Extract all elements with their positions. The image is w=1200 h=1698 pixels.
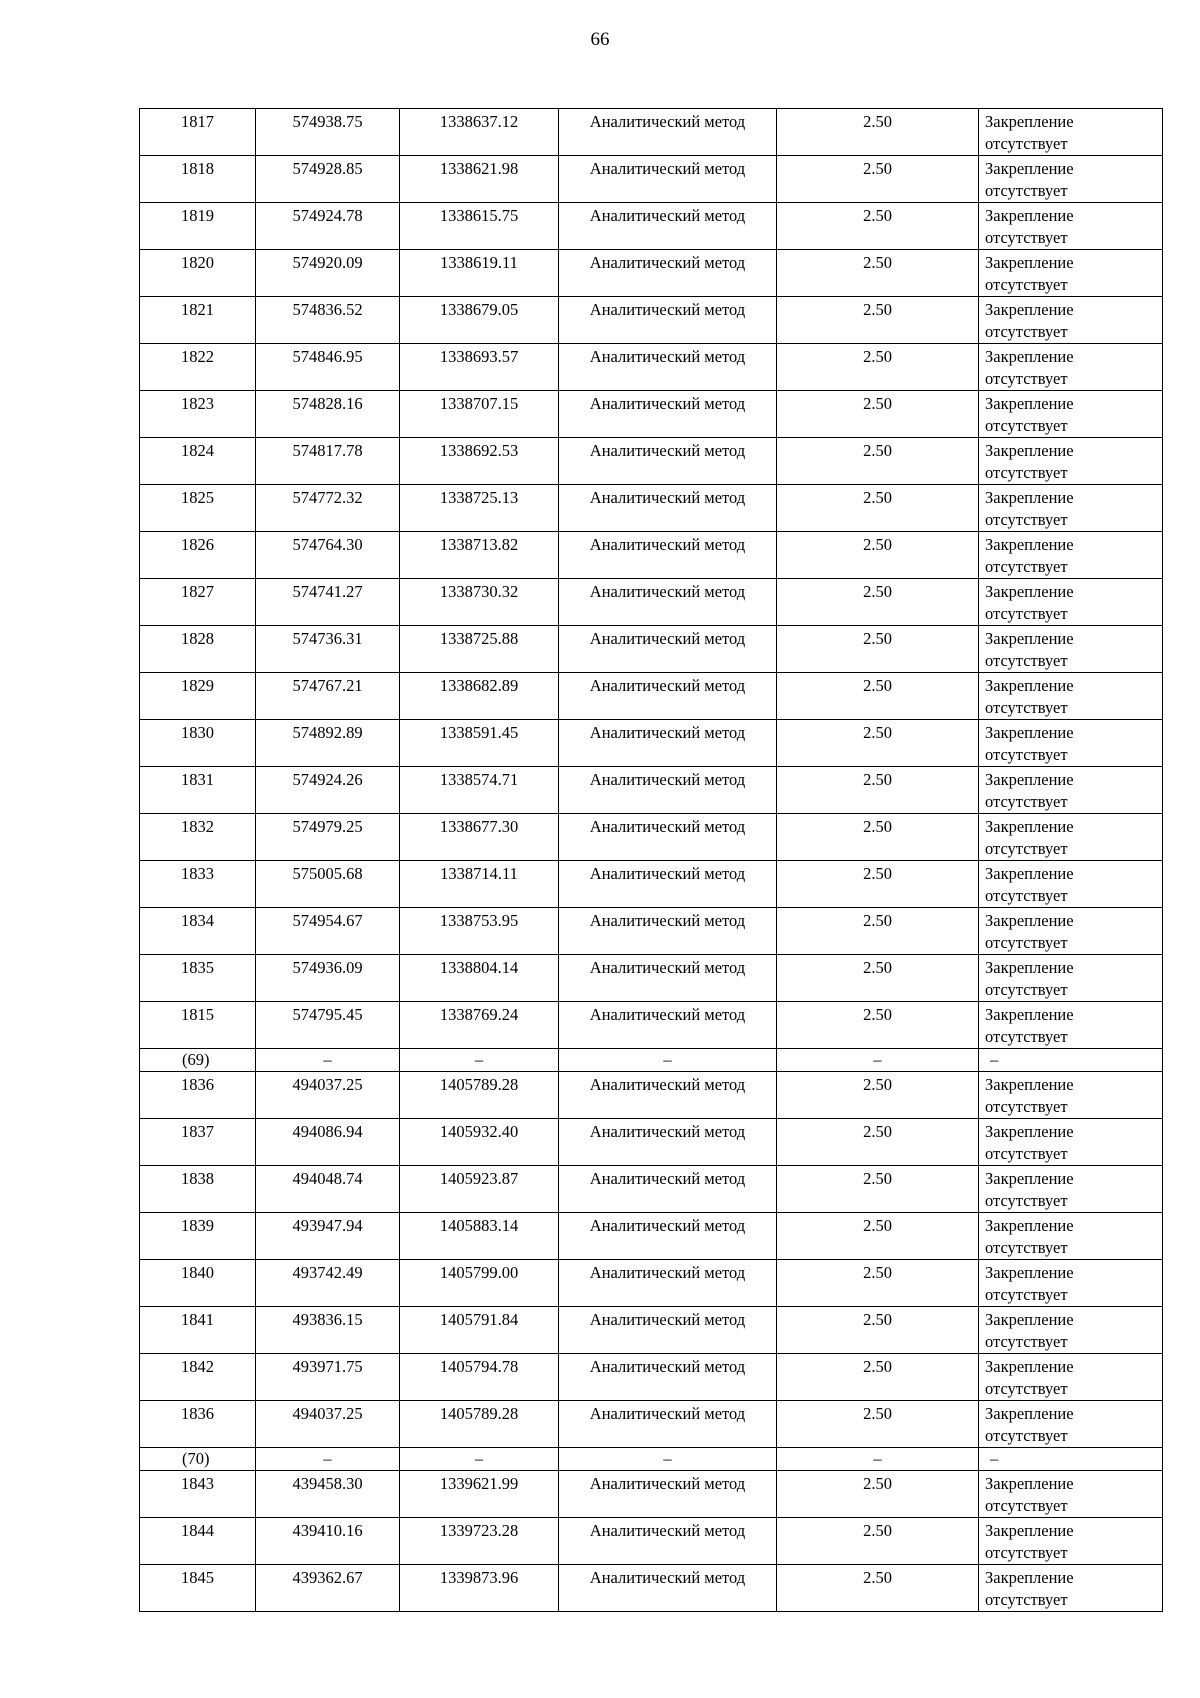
table-row [140, 203, 1163, 250]
accuracy-cell: 2.50 [777, 908, 979, 955]
y-coordinate-cell: 1338753.95 [400, 908, 559, 955]
y-coordinate-cell: 1338677.30 [400, 814, 559, 861]
table-group-row [140, 1448, 1163, 1471]
y-coordinate-cell: 1338637.12 [400, 109, 559, 156]
table-group-row [140, 1049, 1163, 1072]
x-coordinate-cell: 574846.95 [256, 344, 400, 391]
fixation-cell: Закрепление отсутствует [979, 1072, 1163, 1119]
table-row [140, 1166, 1163, 1213]
accuracy-cell: 2.50 [777, 861, 979, 908]
y-coordinate-cell: 1405789.28 [400, 1401, 559, 1448]
x-coordinate-cell: 574795.45 [256, 1002, 400, 1049]
point-number-cell: 1831 [140, 767, 256, 814]
table-row [140, 1119, 1163, 1166]
method-cell: Аналитический метод [559, 297, 777, 344]
fixation-cell: Закрепление отсутствует [979, 391, 1163, 438]
table-row [140, 1260, 1163, 1307]
y-coordinate-cell: 1338707.15 [400, 391, 559, 438]
method-cell: Аналитический метод [559, 908, 777, 955]
point-number-cell: 1841 [140, 1307, 256, 1354]
method-cell: Аналитический метод [559, 1213, 777, 1260]
method-cell: Аналитический метод [559, 250, 777, 297]
point-number-cell: 1818 [140, 156, 256, 203]
point-number-cell: 1838 [140, 1166, 256, 1213]
method-cell: Аналитический метод [559, 1354, 777, 1401]
method-cell: Аналитический метод [559, 1307, 777, 1354]
x-coordinate-cell: 439362.67 [256, 1565, 400, 1612]
fixation-cell: Закрепление отсутствует [979, 1119, 1163, 1166]
y-coordinate-cell: 1338621.98 [400, 156, 559, 203]
method-cell: Аналитический метод [559, 955, 777, 1002]
point-number-cell: 1829 [140, 673, 256, 720]
table-row [140, 1518, 1163, 1565]
fixation-cell: Закрепление отсутствует [979, 485, 1163, 532]
fixation-cell: Закрепление отсутствует [979, 1002, 1163, 1049]
point-number-cell: 1828 [140, 626, 256, 673]
point-number-cell: (70) [140, 1448, 256, 1471]
method-cell: Аналитический метод [559, 109, 777, 156]
accuracy-cell: 2.50 [777, 1471, 979, 1518]
x-coordinate-cell: 574954.67 [256, 908, 400, 955]
method-cell: Аналитический метод [559, 1072, 777, 1119]
table-row [140, 1565, 1163, 1612]
fixation-cell: Закрепление отсутствует [979, 908, 1163, 955]
table-row [140, 767, 1163, 814]
method-cell: Аналитический метод [559, 532, 777, 579]
table-row [140, 1072, 1163, 1119]
accuracy-cell: 2.50 [777, 156, 979, 203]
point-number-cell: 1822 [140, 344, 256, 391]
y-coordinate-cell: 1405883.14 [400, 1213, 559, 1260]
table-row [140, 1002, 1163, 1049]
fixation-cell: Закрепление отсутствует [979, 720, 1163, 767]
point-number-cell: 1832 [140, 814, 256, 861]
table-row [140, 908, 1163, 955]
method-cell: Аналитический метод [559, 767, 777, 814]
y-coordinate-cell: – [400, 1448, 559, 1471]
point-number-cell: 1844 [140, 1518, 256, 1565]
point-number-cell: 1821 [140, 297, 256, 344]
accuracy-cell: 2.50 [777, 109, 979, 156]
point-number-cell: 1834 [140, 908, 256, 955]
accuracy-cell: 2.50 [777, 1002, 979, 1049]
point-number-cell: 1819 [140, 203, 256, 250]
accuracy-cell: 2.50 [777, 1260, 979, 1307]
x-coordinate-cell: 493836.15 [256, 1307, 400, 1354]
y-coordinate-cell: 1338769.24 [400, 1002, 559, 1049]
accuracy-cell: 2.50 [777, 1166, 979, 1213]
method-cell: Аналитический метод [559, 438, 777, 485]
fixation-cell: Закрепление отсутствует [979, 250, 1163, 297]
fixation-cell: Закрепление отсутствует [979, 532, 1163, 579]
x-coordinate-cell: 574920.09 [256, 250, 400, 297]
method-cell: Аналитический метод [559, 626, 777, 673]
x-coordinate-cell: 574817.78 [256, 438, 400, 485]
table-row [140, 814, 1163, 861]
table-row [140, 861, 1163, 908]
point-number-cell: 1839 [140, 1213, 256, 1260]
point-number-cell: 1815 [140, 1002, 256, 1049]
x-coordinate-cell: 574736.31 [256, 626, 400, 673]
y-coordinate-cell: 1338725.88 [400, 626, 559, 673]
method-cell: – [559, 1448, 777, 1471]
fixation-cell: Закрепление отсутствует [979, 767, 1163, 814]
y-coordinate-cell: 1405789.28 [400, 1072, 559, 1119]
method-cell: Аналитический метод [559, 579, 777, 626]
accuracy-cell: 2.50 [777, 673, 979, 720]
point-number-cell: 1830 [140, 720, 256, 767]
point-number-cell: 1845 [140, 1565, 256, 1612]
x-coordinate-cell: 439458.30 [256, 1471, 400, 1518]
fixation-cell: Закрепление отсутствует [979, 673, 1163, 720]
x-coordinate-cell: 494037.25 [256, 1401, 400, 1448]
fixation-cell: Закрепление отсутствует [979, 861, 1163, 908]
accuracy-cell: 2.50 [777, 1119, 979, 1166]
x-coordinate-cell: 494048.74 [256, 1166, 400, 1213]
method-cell: – [559, 1049, 777, 1072]
accuracy-cell: 2.50 [777, 1401, 979, 1448]
method-cell: Аналитический метод [559, 673, 777, 720]
y-coordinate-cell: 1405791.84 [400, 1307, 559, 1354]
method-cell: Аналитический метод [559, 861, 777, 908]
x-coordinate-cell: 574936.09 [256, 955, 400, 1002]
fixation-cell: Закрепление отсутствует [979, 1354, 1163, 1401]
accuracy-cell: 2.50 [777, 767, 979, 814]
accuracy-cell: 2.50 [777, 485, 979, 532]
fixation-cell: Закрепление отсутствует [979, 438, 1163, 485]
point-number-cell: 1836 [140, 1401, 256, 1448]
fixation-cell: Закрепление отсутствует [979, 344, 1163, 391]
table-row [140, 1307, 1163, 1354]
point-number-cell: 1823 [140, 391, 256, 438]
fixation-cell: Закрепление отсутствует [979, 626, 1163, 673]
accuracy-cell: 2.50 [777, 1213, 979, 1260]
y-coordinate-cell: 1338725.13 [400, 485, 559, 532]
point-number-cell: 1843 [140, 1471, 256, 1518]
fixation-cell: Закрепление отсутствует [979, 814, 1163, 861]
table-row [140, 485, 1163, 532]
table-row [140, 391, 1163, 438]
x-coordinate-cell: 575005.68 [256, 861, 400, 908]
y-coordinate-cell: 1338574.71 [400, 767, 559, 814]
fixation-cell: Закрепление отсутствует [979, 1565, 1163, 1612]
accuracy-cell: 2.50 [777, 814, 979, 861]
point-number-cell: 1837 [140, 1119, 256, 1166]
fixation-cell: Закрепление отсутствует [979, 1260, 1163, 1307]
table-row [140, 344, 1163, 391]
point-number-cell: 1835 [140, 955, 256, 1002]
accuracy-cell: 2.50 [777, 955, 979, 1002]
method-cell: Аналитический метод [559, 1518, 777, 1565]
fixation-cell: Закрепление отсутствует [979, 156, 1163, 203]
x-coordinate-cell: 494037.25 [256, 1072, 400, 1119]
y-coordinate-cell: 1405923.87 [400, 1166, 559, 1213]
y-coordinate-cell: 1338692.53 [400, 438, 559, 485]
table-body [140, 109, 1163, 1612]
table-row [140, 720, 1163, 767]
fixation-cell: Закрепление отсутствует [979, 1166, 1163, 1213]
accuracy-cell: 2.50 [777, 1072, 979, 1119]
point-number-cell: 1827 [140, 579, 256, 626]
point-number-cell: 1817 [140, 109, 256, 156]
x-coordinate-cell: 574924.78 [256, 203, 400, 250]
accuracy-cell: – [777, 1049, 979, 1072]
method-cell: Аналитический метод [559, 391, 777, 438]
table-row [140, 156, 1163, 203]
y-coordinate-cell: 1405799.00 [400, 1260, 559, 1307]
fixation-cell: Закрепление отсутствует [979, 1307, 1163, 1354]
table-row [140, 673, 1163, 720]
accuracy-cell: 2.50 [777, 579, 979, 626]
x-coordinate-cell: 493742.49 [256, 1260, 400, 1307]
y-coordinate-cell: 1338730.32 [400, 579, 559, 626]
table-row [140, 297, 1163, 344]
table-row [140, 1401, 1163, 1448]
fixation-cell: Закрепление отсутствует [979, 1471, 1163, 1518]
accuracy-cell: 2.50 [777, 297, 979, 344]
method-cell: Аналитический метод [559, 1401, 777, 1448]
accuracy-cell: 2.50 [777, 1307, 979, 1354]
accuracy-cell: 2.50 [777, 1518, 979, 1565]
x-coordinate-cell: 439410.16 [256, 1518, 400, 1565]
x-coordinate-cell: 574924.26 [256, 767, 400, 814]
point-number-cell: 1826 [140, 532, 256, 579]
fixation-cell: Закрепление отсутствует [979, 1401, 1163, 1448]
y-coordinate-cell: 1338682.89 [400, 673, 559, 720]
coordinates-table [139, 108, 1163, 1612]
y-coordinate-cell: 1405794.78 [400, 1354, 559, 1401]
point-number-cell: 1840 [140, 1260, 256, 1307]
point-number-cell: 1820 [140, 250, 256, 297]
x-coordinate-cell: 574928.85 [256, 156, 400, 203]
method-cell: Аналитический метод [559, 1166, 777, 1213]
point-number-cell: 1824 [140, 438, 256, 485]
accuracy-cell: 2.50 [777, 438, 979, 485]
x-coordinate-cell: 574741.27 [256, 579, 400, 626]
y-coordinate-cell: 1339723.28 [400, 1518, 559, 1565]
x-coordinate-cell: 574836.52 [256, 297, 400, 344]
method-cell: Аналитический метод [559, 485, 777, 532]
accuracy-cell: 2.50 [777, 203, 979, 250]
method-cell: Аналитический метод [559, 1565, 777, 1612]
x-coordinate-cell: 574938.75 [256, 109, 400, 156]
fixation-cell: Закрепление отсутствует [979, 1518, 1163, 1565]
y-coordinate-cell: 1338714.11 [400, 861, 559, 908]
fixation-cell: – [979, 1448, 1163, 1471]
y-coordinate-cell: 1405932.40 [400, 1119, 559, 1166]
x-coordinate-cell: – [256, 1049, 400, 1072]
x-coordinate-cell: 574764.30 [256, 532, 400, 579]
x-coordinate-cell: 574772.32 [256, 485, 400, 532]
table-row [140, 109, 1163, 156]
fixation-cell: Закрепление отсутствует [979, 579, 1163, 626]
point-number-cell: 1836 [140, 1072, 256, 1119]
accuracy-cell: 2.50 [777, 250, 979, 297]
y-coordinate-cell: 1339621.99 [400, 1471, 559, 1518]
table-row [140, 532, 1163, 579]
table-row [140, 955, 1163, 1002]
table-row [140, 1471, 1163, 1518]
y-coordinate-cell: 1339873.96 [400, 1565, 559, 1612]
method-cell: Аналитический метод [559, 156, 777, 203]
x-coordinate-cell: 574979.25 [256, 814, 400, 861]
table-row [140, 579, 1163, 626]
method-cell: Аналитический метод [559, 203, 777, 250]
x-coordinate-cell: 493971.75 [256, 1354, 400, 1401]
fixation-cell: – [979, 1049, 1163, 1072]
accuracy-cell: – [777, 1448, 979, 1471]
method-cell: Аналитический метод [559, 344, 777, 391]
method-cell: Аналитический метод [559, 1002, 777, 1049]
accuracy-cell: 2.50 [777, 532, 979, 579]
fixation-cell: Закрепление отсутствует [979, 1213, 1163, 1260]
method-cell: Аналитический метод [559, 1119, 777, 1166]
x-coordinate-cell: 493947.94 [256, 1213, 400, 1260]
point-number-cell: 1825 [140, 485, 256, 532]
table-row [140, 1354, 1163, 1401]
table-row [140, 438, 1163, 485]
table-row [140, 626, 1163, 673]
y-coordinate-cell: 1338591.45 [400, 720, 559, 767]
x-coordinate-cell: 574892.89 [256, 720, 400, 767]
method-cell: Аналитический метод [559, 1260, 777, 1307]
fixation-cell: Закрепление отсутствует [979, 203, 1163, 250]
page-number: 66 [590, 29, 610, 50]
fixation-cell: Закрепление отсутствует [979, 109, 1163, 156]
accuracy-cell: 2.50 [777, 626, 979, 673]
point-number-cell: (69) [140, 1049, 256, 1072]
y-coordinate-cell: 1338804.14 [400, 955, 559, 1002]
y-coordinate-cell: 1338693.57 [400, 344, 559, 391]
point-number-cell: 1833 [140, 861, 256, 908]
method-cell: Аналитический метод [559, 814, 777, 861]
x-coordinate-cell: 574828.16 [256, 391, 400, 438]
method-cell: Аналитический метод [559, 720, 777, 767]
table-row [140, 250, 1163, 297]
point-number-cell: 1842 [140, 1354, 256, 1401]
fixation-cell: Закрепление отсутствует [979, 297, 1163, 344]
y-coordinate-cell: – [400, 1049, 559, 1072]
fixation-cell: Закрепление отсутствует [979, 955, 1163, 1002]
table-row [140, 1213, 1163, 1260]
y-coordinate-cell: 1338615.75 [400, 203, 559, 250]
y-coordinate-cell: 1338679.05 [400, 297, 559, 344]
y-coordinate-cell: 1338619.11 [400, 250, 559, 297]
accuracy-cell: 2.50 [777, 1354, 979, 1401]
accuracy-cell: 2.50 [777, 720, 979, 767]
accuracy-cell: 2.50 [777, 391, 979, 438]
x-coordinate-cell: – [256, 1448, 400, 1471]
accuracy-cell: 2.50 [777, 1565, 979, 1612]
x-coordinate-cell: 494086.94 [256, 1119, 400, 1166]
x-coordinate-cell: 574767.21 [256, 673, 400, 720]
accuracy-cell: 2.50 [777, 344, 979, 391]
y-coordinate-cell: 1338713.82 [400, 532, 559, 579]
method-cell: Аналитический метод [559, 1471, 777, 1518]
